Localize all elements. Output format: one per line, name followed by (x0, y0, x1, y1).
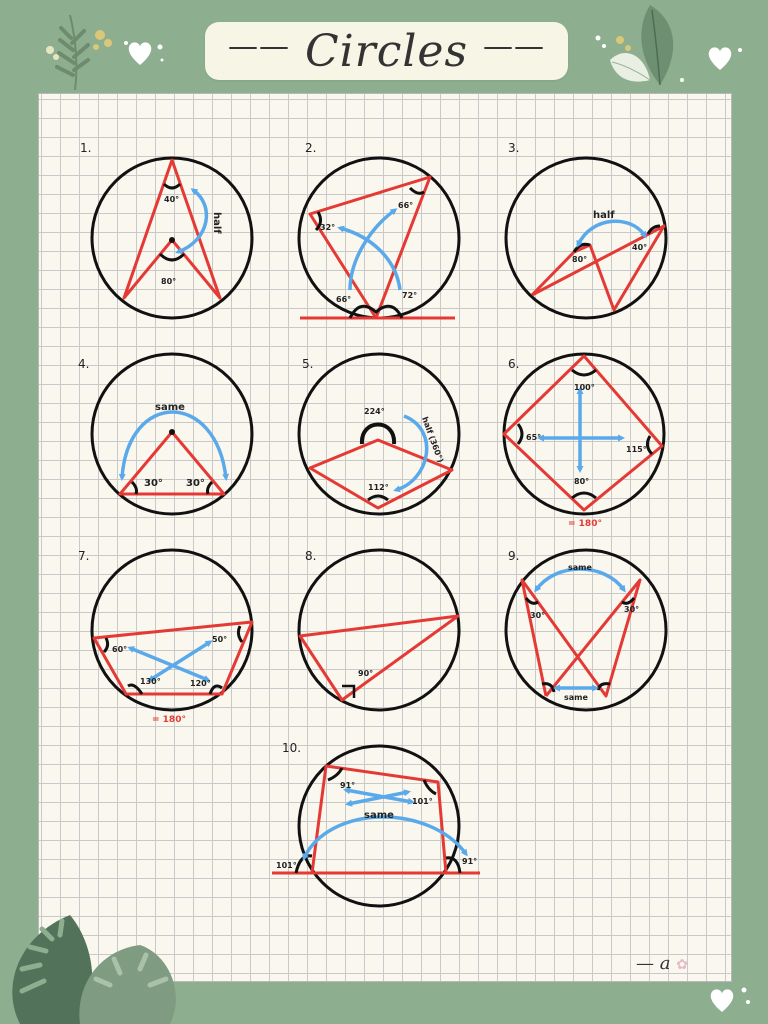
diagram-9-label-2: 30° (530, 611, 546, 620)
diagram-7-angle-arc-tl (104, 638, 108, 652)
diagram-2-angle-arc-right (410, 188, 424, 193)
diagram-3-label-2: 80° (572, 255, 588, 264)
flower-icon: ✿ (676, 957, 688, 973)
diagram-8-number: 8. (305, 549, 317, 563)
diagram-6-label-4: 80° (574, 477, 590, 486)
diagram-2-number: 2. (305, 141, 317, 155)
diagram-6-angle-arc-right (647, 436, 652, 454)
diagram-3 (506, 141, 666, 318)
diagram-6-angle-arc-top (572, 370, 596, 375)
diagram-7-angle-arc-tr (238, 626, 242, 642)
diagram-5-label-1: 224° (364, 407, 385, 416)
diagram-4-arrow (122, 412, 226, 478)
diagram-10-circle (299, 746, 459, 906)
diagram-6-label-1: 100° (574, 383, 595, 392)
diagram-10-label-5: 91° (462, 857, 478, 866)
diagram-4-label-1: same (155, 402, 185, 413)
diagram-4-label-3: 30° (186, 478, 205, 489)
diagram-6-label-2: 65° (526, 433, 542, 442)
diagram-9 (506, 549, 666, 710)
diagram-3-label-3: 40° (632, 243, 648, 252)
diagram-1-label-1: 40° (164, 195, 180, 204)
page-title: —— Circles —— (227, 26, 546, 77)
diagram-8 (299, 549, 459, 710)
diagram-7 (78, 549, 252, 725)
diagram-9-label-3: 30° (624, 605, 640, 614)
diagram-7-number: 7. (78, 549, 90, 563)
diagram-3-shape (532, 226, 664, 310)
diagram-8-circle (299, 550, 459, 710)
diagram-9-arrow-top (536, 569, 624, 590)
diagram-5-number: 5. (302, 357, 314, 371)
diagram-9-shape (522, 580, 640, 696)
diagram-2-circle (299, 158, 459, 318)
diagram-5-angle-arc-bottom (368, 496, 388, 500)
diagram-2-label-1: 32° (320, 223, 336, 232)
diagram-4-label-2: 30° (144, 478, 163, 489)
diagram-7-arrow-a (130, 648, 208, 680)
diagram-2-label-4: 72° (402, 291, 418, 300)
diagram-6 (504, 354, 664, 529)
diagram-10-angle-arc-tl (328, 768, 342, 780)
diagram-4 (78, 354, 252, 514)
diagram-1-label-2: 80° (161, 277, 177, 286)
diagram-5-label-3: half (360°) (420, 415, 446, 464)
diagram-2-label-2: 66° (398, 201, 414, 210)
diagram-3-label-1: half (593, 210, 615, 221)
diagram-7-label-1: 60° (112, 645, 128, 654)
diagram-8-label-1: 90° (358, 669, 374, 678)
diagram-1 (80, 141, 252, 318)
diagram-7-sum-note: = 180° (152, 715, 186, 725)
monstera-leaf-decoration (0, 905, 200, 1024)
diagram-6-angle-arc-bottom (572, 493, 596, 498)
diagram-5-label-2: 112° (368, 483, 389, 492)
diagram-9-number: 9. (508, 549, 520, 563)
diagram-7-label-2: 50° (212, 635, 228, 644)
diagram-1-angle-arc-top (164, 184, 180, 188)
diagram-4-center-dot (169, 429, 175, 435)
diagram-10-number: 10. (282, 741, 302, 755)
diagram-6-number: 6. (508, 357, 520, 371)
diagram-10-label-4: 101° (276, 861, 297, 870)
diagram-5 (299, 354, 459, 514)
heart-doodle-bottom-right (700, 980, 760, 1020)
diagram-7-label-3: 130° (140, 677, 161, 686)
diagram-6-label-3: 115° (626, 445, 647, 454)
diagram-3-number: 3. (508, 141, 520, 155)
diagram-6-sum-note: = 180° (568, 519, 602, 529)
signature-text: — a (636, 953, 671, 974)
diagram-2 (299, 141, 459, 318)
diagram-9-circle (506, 550, 666, 710)
diagram-1-label-3: half (211, 212, 222, 234)
diagram-10-label-3: same (364, 810, 394, 821)
diagram-9-label-4: same (564, 693, 588, 702)
diagram-9-label-1: same (568, 563, 592, 572)
diagram-4-angle-arc-right (208, 482, 213, 494)
diagram-10 (272, 741, 480, 906)
diagram-4-number: 4. (78, 357, 90, 371)
diagram-10-label-1: 91° (340, 781, 356, 790)
diagram-7-label-4: 120° (190, 679, 211, 688)
diagram-6-angle-arc-left (518, 424, 522, 444)
signature (636, 953, 688, 974)
diagram-4-angle-arc-left (132, 482, 137, 494)
diagram-7-shape (94, 622, 252, 694)
diagram-2-label-3: 66° (336, 295, 352, 304)
diagram-10-label-2: 101° (412, 797, 433, 806)
diagram-1-number: 1. (80, 141, 92, 155)
diagram-1-angle-arc-center (160, 254, 184, 260)
diagram-2-arrow-a (350, 210, 395, 290)
page-title-text: Circles (304, 26, 469, 77)
diagram-1-center-dot (169, 237, 175, 243)
